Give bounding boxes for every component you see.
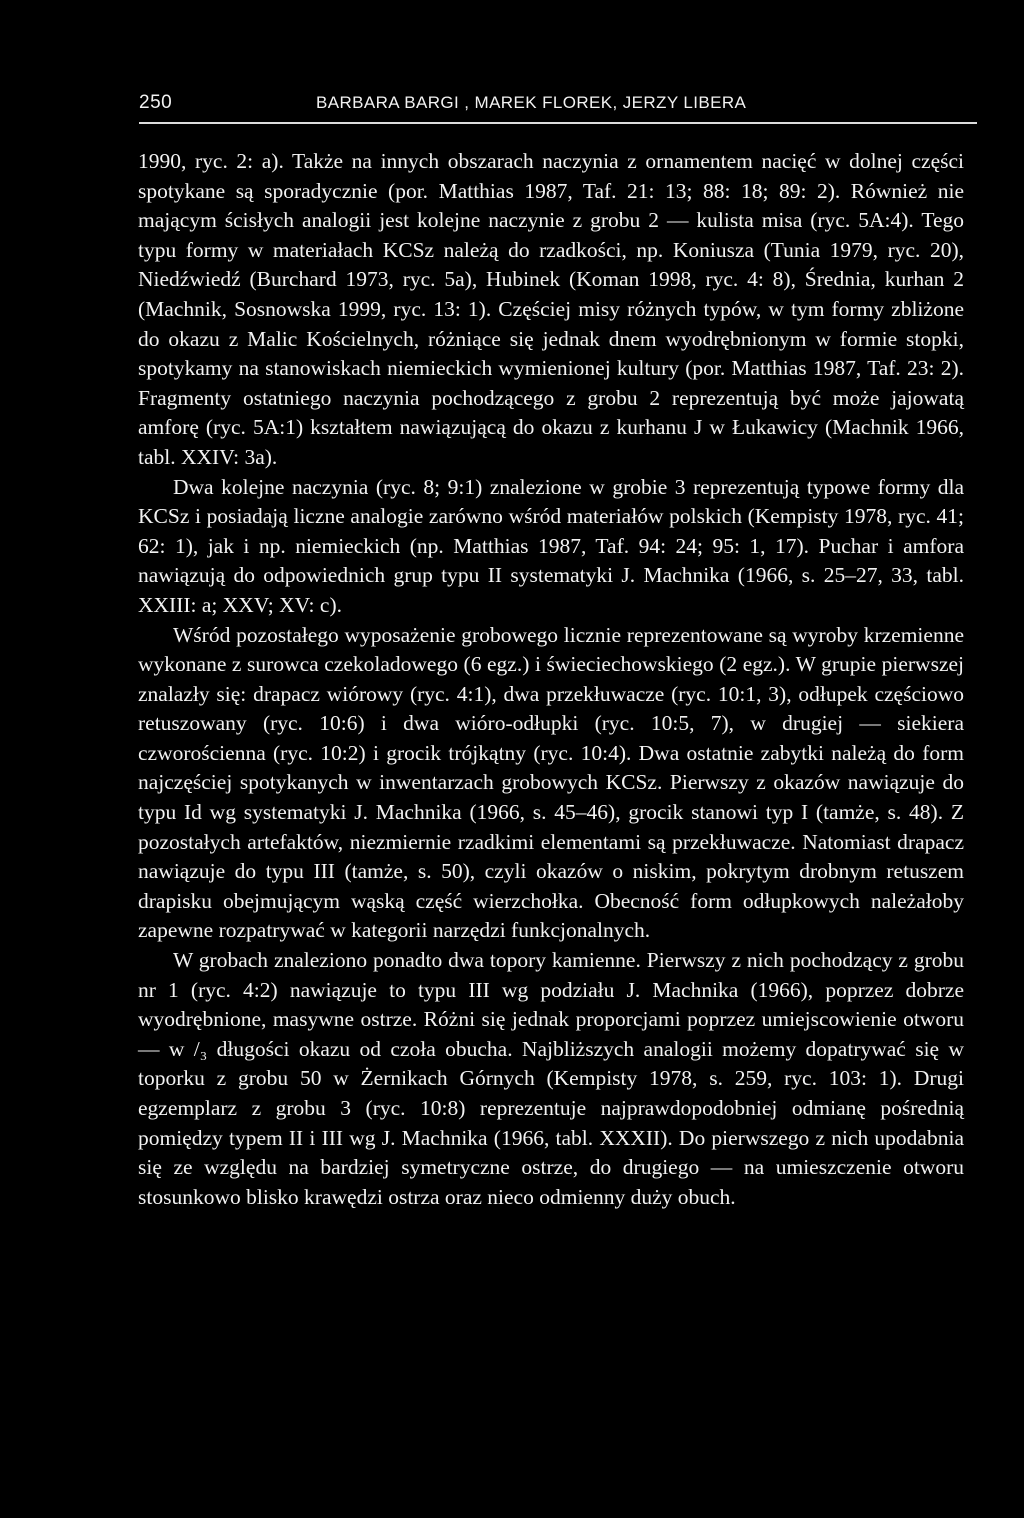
page-number: 250 [139, 92, 173, 113]
page-header [139, 88, 977, 120]
paragraph-1: 1990, ryc. 2: a). Także na innych obszarach naczynia z ornamentem nacięć w dolnej części spotykane są sporadycznie (por. Matthias 1987, Taf. 21: 13; 88: 18; 89: 2). Również nie mającym ścisłych analogii jest kolejne naczynie z grobu 2 — kulista misa (ryc. 5A:4). Tego typu formy w materiałach KCSz należą do rzadkości, np. Koniusza (Tunia 1979, ryc. 20), Niedźwiedź (Burchard 1973, ryc. 5a), Hubinek (Koman 1998, ryc. 4: 8), Średnia, kurhan 2 (Machnik, Sosnowska 1999, ryc. 13: 1). Częściej misy różnych typów, w tym formy zbliżone do okazu z Malic Kościelnych, różniące się jednak dnem wyodrębnionym w formie stopki, spotykamy na stanowiskach niemieckich wymienionej kultury (por. Matthias 1987, Taf. 23: 2). Fragmenty ostatniego naczynia pochodzącego z grobu 2 reprezentują być może jajowatą amforę (ryc. 5A:1) kształtem nawiązującą do okazu z kurhanu J w Łukawicy (Machnik 1966, tabl. XXIV: 3a). [138, 149, 964, 469]
header-rule [139, 122, 977, 124]
running-head: BARBARA BARGI , MAREK FLOREK, JERZY LIBERA [316, 93, 747, 112]
body-text [138, 147, 964, 1212]
paragraph-3: Wśród pozostałego wyposażenie grobowego licznie reprezentowane są wyroby krzemienne wykonane z surowca czekoladowego (6 egz.) i świeciechowskiego (2 egz.). W grupie pierwszej znalazły się: drapacz wiórowy (ryc. 4:1), dwa przekłuwacze (ryc. 10:1, 3), odłupek częściowo retuszowany (ryc. 10:6) i dwa wióro-odłupki (ryc. 10:5, 7), w drugiej — siekiera czworościenna (ryc. 10:2) i grocik trójkątny (ryc. 10:4). Dwa ostatnie zabytki należą do form najczęściej spotykanych w inwentarzach grobowych KCSz. Pierwszy z okazów nawiązuje do typu Id wg systematyki J. Machnika (1966, s. 45–46), grocik stanowi typ I (tamże, s. 48). Z pozostałych artefaktów, niezmiernie rzadkimi elementami są przekłuwacze. Natomiast drapacz nawiązuje do typu III (tamże, s. 50), czyli okazów o niskim, pokrytym drobnym retuszem drapisku obejmującym wąską część wierzchołka. Obecność form odłupkowych należałoby zapewne rozpatrywać w kategorii narzędzi funkcjonalnych. [138, 622, 964, 943]
paragraph-4: W grobach znaleziono ponadto dwa topory kamienne. Pierwszy z nich pochodzący z grobu nr 1 (ryc. 4:2) nawiązuje to typu III wg podziału J. Machnika (1966), poprzez dobrze wyodrębnione, masywne ostrze. Różni się jednak proporcjami poprzez umiejscowienie otworu — w /₃ długości okazu od czoła obucha. Najbliższych analogii możemy dopatrywać się w toporku z grobu 50 w Żernikach Górnych (Kempisty 1978, s. 259, ryc. 103: 1). Drugi egzemplarz z grobu 3 (ryc. 10:8) reprezentuje najprawdopodobniej odmianę pośrednią pomiędzy typem II i III wg J. Machnika (1966, tabl. XXXII). Do pierwszego z nich upodabnia się ze względu na bardziej symetryczne ostrze, do drugiego — na umieszczenie otworu stosunkowo blisko krawędzi ostrza oraz nieco odmienny duży obuch. [138, 948, 964, 1209]
paragraph-2: Dwa kolejne naczynia (ryc. 8; 9:1) znalezione w grobie 3 reprezentują typowe formy dla KCSz i posiadają liczne analogie zarówno wśród materiałów polskich (Kempisty 1978, ryc. 41; 62: 1), jak i np. niemieckich (np. Matthias 1987, Taf. 94: 24; 95: 1, 17). Puchar i amfora nawiązują do odpowiednich grup typu II systematyki J. Machnika (1966, s. 25–27, 33, tabl. XXIII: a; XXV; XV: c). [138, 474, 964, 617]
